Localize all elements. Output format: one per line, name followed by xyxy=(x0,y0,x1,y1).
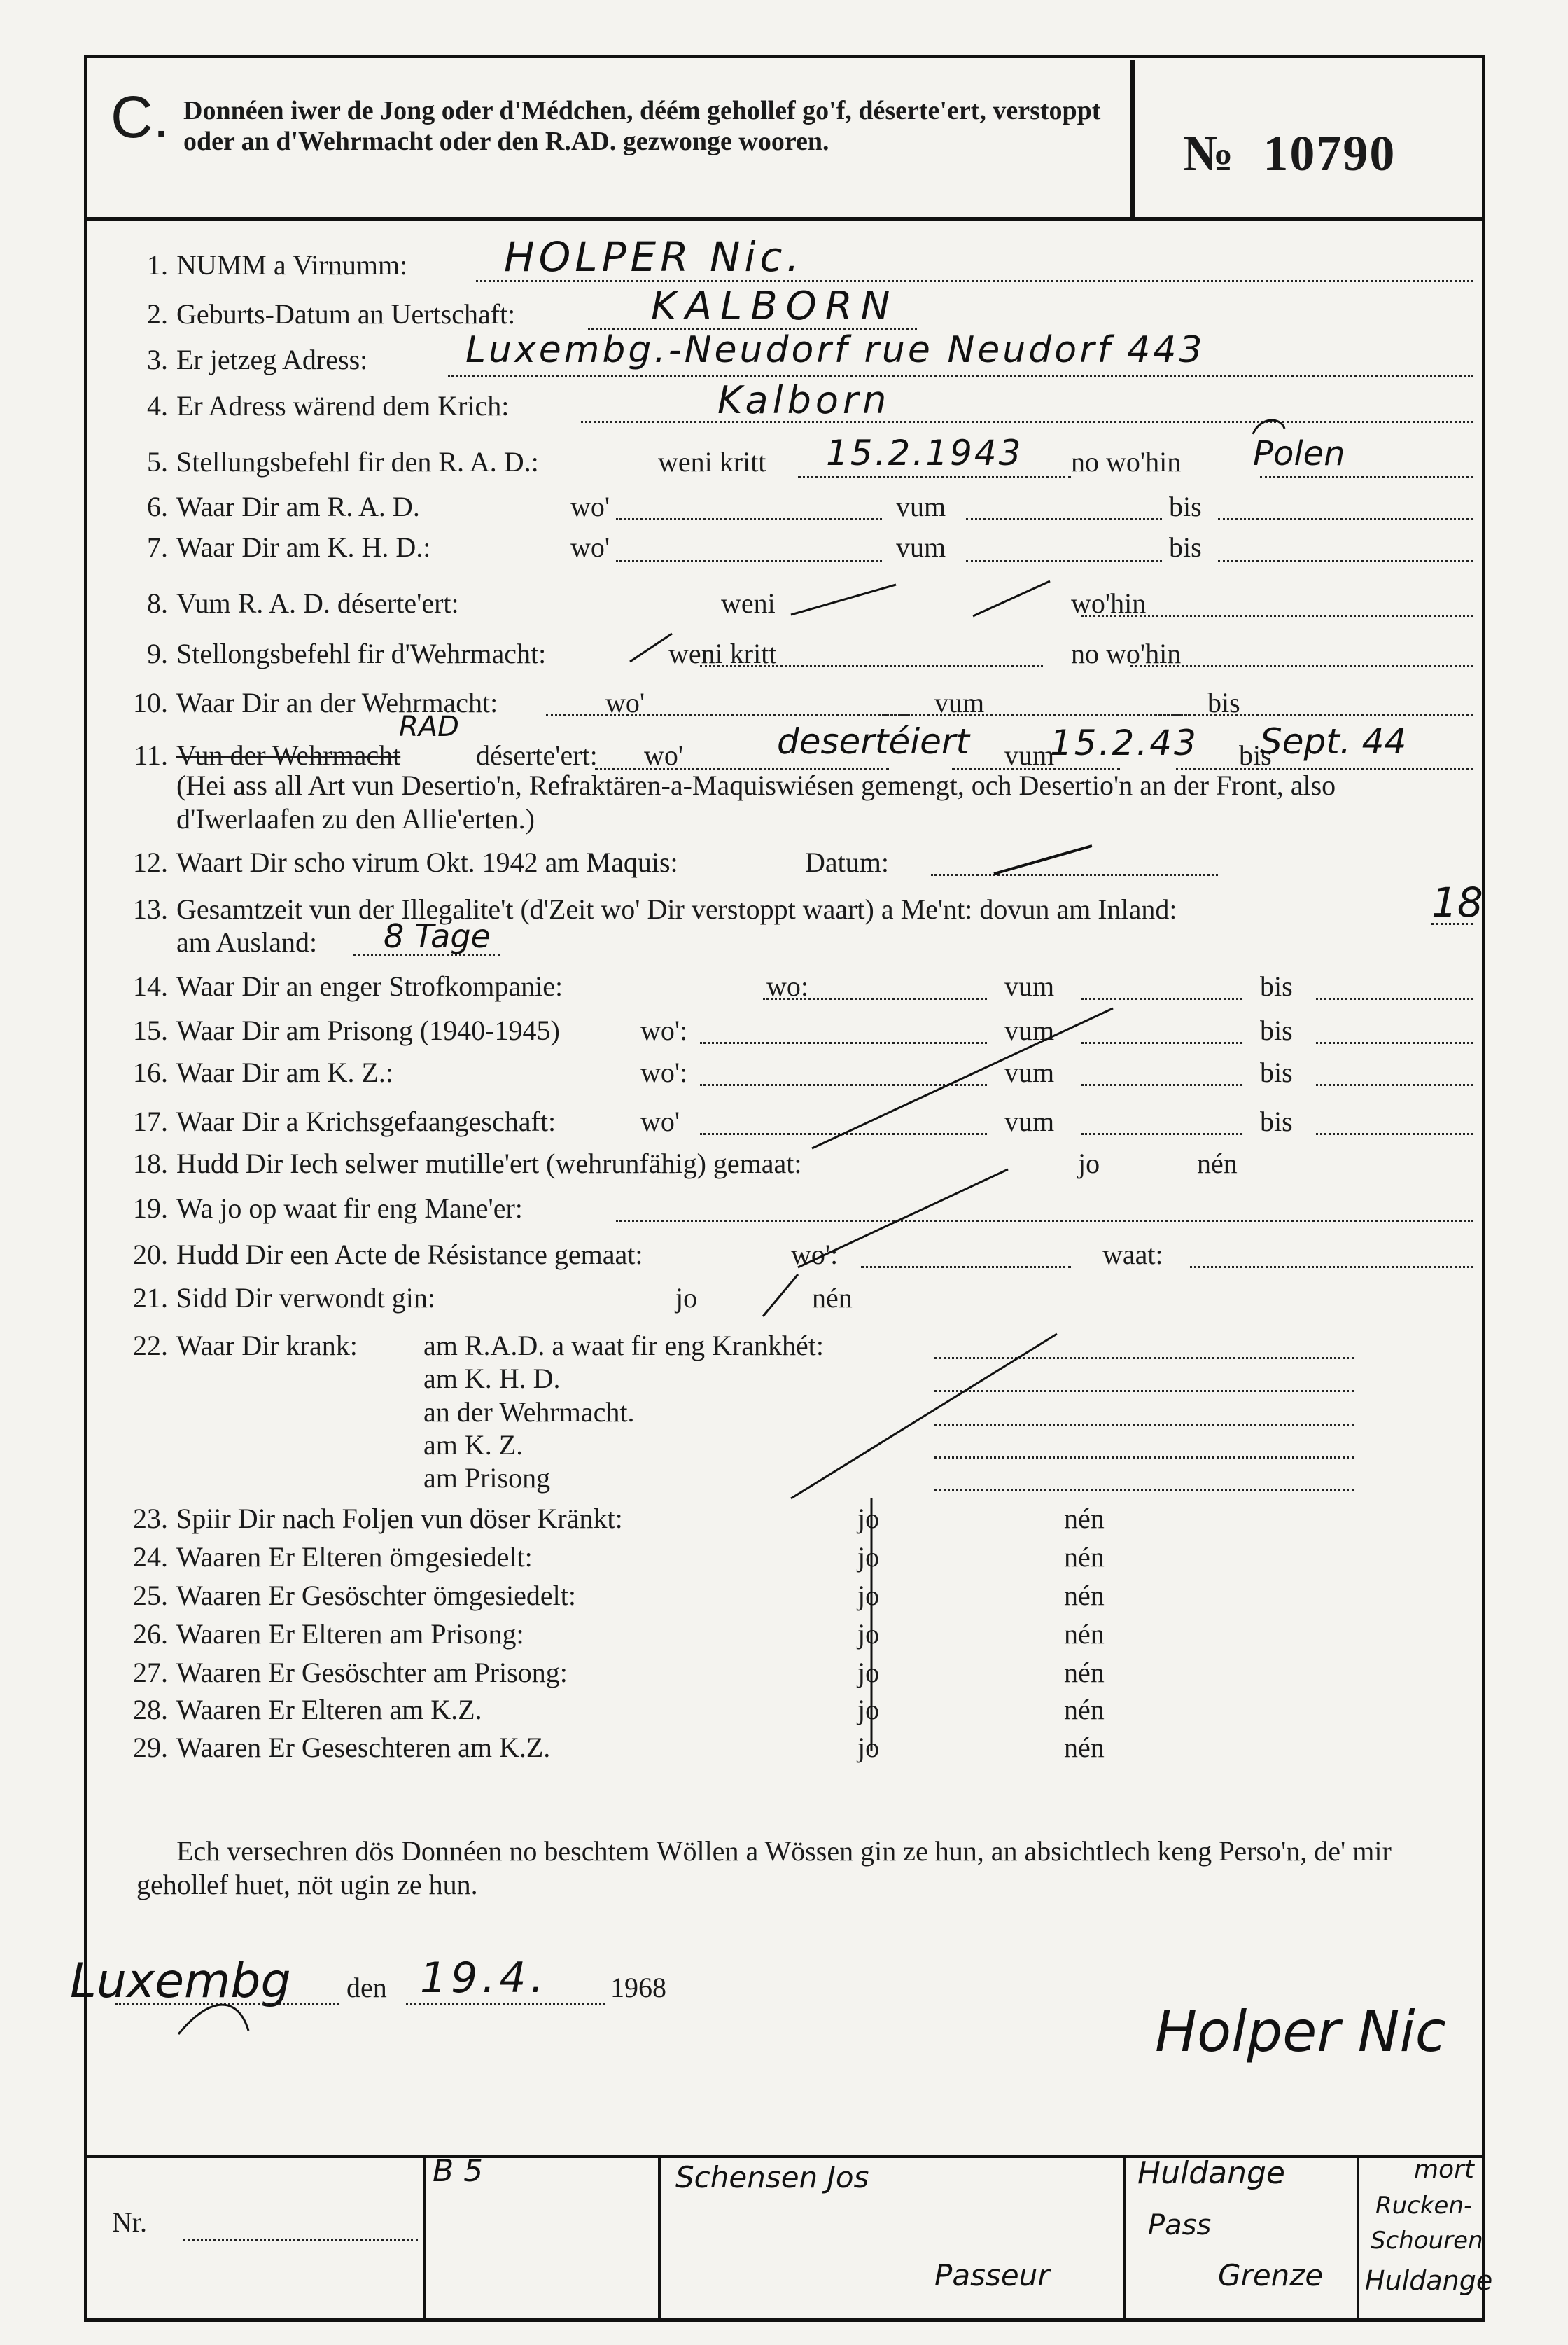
item-label: Waaren Er Geseschteren am K.Z. xyxy=(176,1732,551,1763)
declaration-text: Ech versechren dös Donnéen no beschtem Wöllen a Wössen gin ze hun, an absichtlech keng Perso'n, de' mir gehollef huet, nöt ugin ze hun. xyxy=(136,1835,1392,1900)
sub-item-khd: am K. H. D. xyxy=(424,1363,561,1394)
struck-label: Vun der Wehrmacht xyxy=(176,739,401,771)
rad-insert: RAD xyxy=(399,711,459,743)
footer-cell-3b: Pass xyxy=(1148,2209,1212,2241)
item-number: 22. xyxy=(133,1330,168,1361)
item-number: 13. xyxy=(133,893,168,925)
nen-option: nén xyxy=(1064,1541,1105,1573)
weni-label: weni xyxy=(721,587,776,619)
item-number: 15. xyxy=(133,1015,168,1046)
wo-label: wo' xyxy=(640,1106,680,1137)
item-label: Er jetzeg Adress: xyxy=(176,344,368,375)
nen-option: nén xyxy=(1064,1503,1105,1534)
bis-label: bis xyxy=(1169,531,1202,563)
jo-option: jo xyxy=(858,1541,880,1573)
item-number: 5. xyxy=(147,446,168,478)
item-label: déserte'ert: xyxy=(476,739,598,771)
vum-label: vum xyxy=(896,531,946,563)
item-number: 26. xyxy=(133,1618,168,1650)
number-symbol: № xyxy=(1183,125,1236,181)
wo-label: wo' xyxy=(606,687,645,718)
item-label: Waar Dir an enger Strofkompanie: xyxy=(176,970,564,1002)
item-number: 6. xyxy=(147,491,168,522)
desertion-from: 15.2.43 xyxy=(1050,723,1198,763)
ausland-value: 8 Tage xyxy=(384,917,491,955)
footer-cell-3c: Grenze xyxy=(1218,2258,1324,2292)
item-11-note: (Hei ass all Art vun Desertio'n, Refraktären-a-Maquiswiésen gemengt, och Desertio'n an der Front, also d'Iwerlaafen zu den Allie'erten.) xyxy=(176,770,1336,835)
item-label: Stellungsbefehl fir den R. A. D.: xyxy=(176,446,539,478)
item-label: Stellongsbefehl fir d'Wehrmacht: xyxy=(176,638,547,669)
signature-date: 19.4. xyxy=(420,1954,548,2003)
cancel-stroke-18-20 xyxy=(798,1169,1008,1267)
when-label: weni kritt xyxy=(658,446,766,478)
waat-label: waat: xyxy=(1102,1239,1163,1270)
item-label: Waar Dir am R. A. D. xyxy=(176,491,420,522)
wo-label: wo: xyxy=(766,970,808,1002)
desertion-to: Sept. 44 xyxy=(1260,721,1407,762)
item-label: Waar Dir a Krichsgefaangeschaft: xyxy=(176,1106,556,1137)
item-number: 9. xyxy=(147,638,168,669)
cancel-stroke-8 xyxy=(791,585,896,615)
item-number: 20. xyxy=(133,1239,168,1270)
vum-label: vum xyxy=(1004,970,1055,1002)
sub-item-prisong: am Prisong xyxy=(424,1462,551,1494)
section-letter: C. xyxy=(111,84,169,150)
sub-item-wehrmacht: an der Wehrmacht. xyxy=(424,1396,635,1428)
item-label: Waar Dir am K. H. D.: xyxy=(176,531,431,563)
vum-label: vum xyxy=(1004,739,1055,771)
vum-label: vum xyxy=(934,687,985,718)
footer-cell-2a: Schensen Jos xyxy=(676,2160,869,2194)
item-number: 8. xyxy=(147,587,168,619)
item-label: Wa jo op waat fir eng Mane'er: xyxy=(176,1192,523,1224)
item-label: Waaren Er Elteren ömgesiedelt: xyxy=(176,1541,533,1573)
footer-cell-4a: mort xyxy=(1414,2155,1475,2184)
wohin-label: wo'hin xyxy=(1071,587,1147,619)
item-label: Waar Dir krank: xyxy=(176,1330,358,1361)
item-number: 1. xyxy=(147,249,168,281)
item-label: Waaren Er Gesöschter ömgesiedelt: xyxy=(176,1580,576,1611)
item-label: Waaren Er Gesöschter am Prisong: xyxy=(176,1657,568,1688)
item-number: 29. xyxy=(133,1732,168,1763)
wartime-address-value: Kalborn xyxy=(718,378,891,422)
item-number: 18. xyxy=(133,1148,168,1179)
den-label: den xyxy=(346,1972,387,2003)
inland-months: 18 xyxy=(1432,879,1483,926)
item-label: Waaren Er Elteren am Prisong: xyxy=(176,1618,524,1650)
cancel-stroke-22 xyxy=(791,1334,1057,1498)
wo-label: wo' xyxy=(644,739,684,771)
item-number: 28. xyxy=(133,1694,168,1725)
ausland-label: am Ausland: xyxy=(176,926,318,958)
item-number: 19. xyxy=(133,1192,168,1224)
vum-label: vum xyxy=(896,491,946,522)
bis-label: bis xyxy=(1260,970,1293,1002)
cancel-stroke-8b xyxy=(973,581,1050,616)
item-label: NUMM a Virnumm: xyxy=(176,249,408,281)
item-number: 27. xyxy=(133,1657,168,1688)
item-number: 17. xyxy=(133,1106,168,1137)
nen-option: nén xyxy=(1197,1148,1238,1179)
nen-option: nén xyxy=(812,1282,853,1314)
item-number: 21. xyxy=(133,1282,168,1314)
item-number: 23. xyxy=(133,1503,168,1534)
jo-option: jo xyxy=(858,1657,880,1688)
footer-cell-4c: Schouren xyxy=(1371,2227,1483,2255)
where-label: no wo'hin xyxy=(1071,446,1182,478)
item-label: Waart Dir scho virum Okt. 1942 am Maquis: xyxy=(176,847,678,878)
jo-option: jo xyxy=(858,1694,880,1725)
bis-label: bis xyxy=(1169,491,1202,522)
item-number: 2. xyxy=(147,298,168,330)
item-number: 10. xyxy=(133,687,168,718)
item-label: Sidd Dir verwondt gin: xyxy=(176,1282,435,1314)
sub-item-kz: am K. Z. xyxy=(424,1429,524,1461)
section-title: Donnéen iwer de Jong oder d'Médchen, déém gehollef go'f, déserte'ert, verstoppt oder an d'Wehrmacht oder den R.AD. gezwonge wooren. xyxy=(183,96,1101,156)
circle-mark xyxy=(1253,420,1284,434)
wohin-label: no wo'hin xyxy=(1071,638,1182,669)
item-label: Waar Dir am Prisong (1940-1945) xyxy=(176,1015,560,1046)
item-label: Waar Dir am K. Z.: xyxy=(176,1057,393,1088)
signature: Holper Nic xyxy=(1155,1999,1446,2064)
vum-label: vum xyxy=(1004,1015,1055,1046)
signature-place: Luxembg xyxy=(70,1954,291,2009)
item-number: 7. xyxy=(147,531,168,563)
item-number: 12. xyxy=(133,847,168,878)
item-label: Gesamtzeit vun der Illegalite't (d'Zeit wo' Dir verstoppt waart) a Me'nt: dovun am Inland: xyxy=(176,893,1177,925)
wo-label: wo': xyxy=(640,1015,688,1046)
address-value: Luxembg.-Neudorf rue Neudorf 443 xyxy=(465,329,1205,371)
jo-option: jo xyxy=(858,1618,880,1650)
name-value: HOLPER Nic. xyxy=(504,233,804,281)
nen-option: nén xyxy=(1064,1657,1105,1688)
jo-option: jo xyxy=(858,1503,880,1534)
birthplace-value: KALBORN xyxy=(651,284,899,329)
jo-option: jo xyxy=(1078,1148,1100,1179)
item-label: Waar Dir an der Wehrmacht: xyxy=(176,687,498,718)
jo-option: jo xyxy=(858,1580,880,1611)
bis-label: bis xyxy=(1260,1015,1293,1046)
bis-label: bis xyxy=(1239,739,1272,771)
item-number: 11. xyxy=(134,739,168,771)
rad-order-place: Polen xyxy=(1253,434,1345,473)
cancel-stroke-12 xyxy=(994,846,1092,874)
item-label: Waaren Er Elteren am K.Z. xyxy=(176,1694,482,1725)
footer-cell-4d: Huldange xyxy=(1365,2265,1493,2296)
item-label: Er Adress wärend dem Krich: xyxy=(176,390,510,422)
wo-label: wo': xyxy=(640,1057,688,1088)
footer-cell-1: B 5 xyxy=(433,2153,484,2189)
footer-cell-4b: Rucken- xyxy=(1376,2192,1473,2220)
cancel-stroke-9 xyxy=(630,634,672,662)
sub-item-rad: am R.A.D. a waat fir eng Krankhét: xyxy=(424,1330,825,1361)
item-label: Vum R. A. D. déserte'ert: xyxy=(176,587,459,619)
bis-label: bis xyxy=(1260,1106,1293,1137)
jo-option: jo xyxy=(858,1732,880,1763)
footer-cell-3a: Huldange xyxy=(1138,2155,1285,2191)
item-number: 25. xyxy=(133,1580,168,1611)
item-number: 16. xyxy=(133,1057,168,1088)
rad-order-date: 15.2.1943 xyxy=(826,433,1023,473)
signature-year: 1968 xyxy=(610,1972,666,2003)
vum-label: vum xyxy=(1004,1057,1055,1088)
wo-label: wo' xyxy=(570,491,610,522)
item-label: Spiir Dir nach Foljen vun döser Kränkt: xyxy=(176,1503,623,1534)
nen-option: nén xyxy=(1064,1732,1105,1763)
bis-label: bis xyxy=(1260,1057,1293,1088)
footer-nr-label: Nr. xyxy=(112,2206,147,2238)
item-number: 14. xyxy=(133,970,168,1002)
item-label: Geburts-Datum an Uertschaft: xyxy=(176,298,516,330)
wo-label: wo': xyxy=(791,1239,839,1270)
item-label: Hudd Dir Iech selwer mutille'ert (wehrunfähig) gemaat: xyxy=(176,1148,802,1179)
item-number: 3. xyxy=(147,344,168,375)
weni-label: weni kritt xyxy=(668,638,777,669)
bis-label: bis xyxy=(1208,687,1240,718)
item-label: Hudd Dir een Acte de Résistance gemaat: xyxy=(176,1239,643,1270)
nen-option: nén xyxy=(1064,1580,1105,1611)
footer-cell-2b: Passeur xyxy=(934,2258,1050,2292)
item-number: 24. xyxy=(133,1541,168,1573)
item-number: 4. xyxy=(147,390,168,422)
deserted-value: desertéiert xyxy=(777,721,970,762)
number-value: 10790 xyxy=(1263,125,1396,181)
nen-option: nén xyxy=(1064,1694,1105,1725)
datum-label: Datum: xyxy=(805,847,889,878)
wo-label: wo' xyxy=(570,531,610,563)
jo-option: jo xyxy=(676,1282,698,1314)
cancel-stroke-21 xyxy=(763,1274,798,1316)
nen-option: nén xyxy=(1064,1618,1105,1650)
signature-underline xyxy=(178,2005,248,2034)
vum-label: vum xyxy=(1004,1106,1055,1137)
cancel-stroke-14-17 xyxy=(812,1008,1113,1148)
